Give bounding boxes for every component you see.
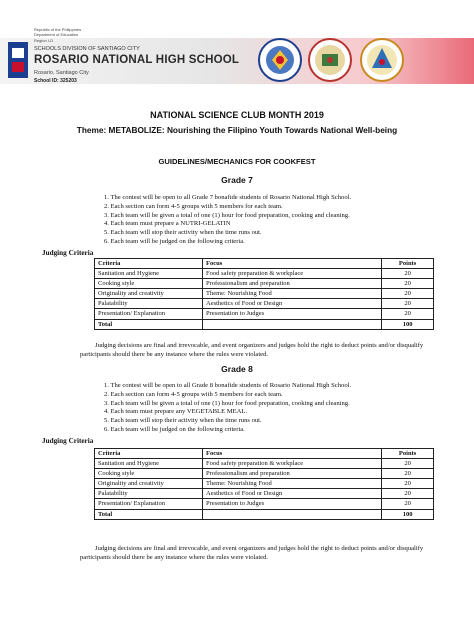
rule-item: 6. Each team will be judged on the following criteria. bbox=[104, 237, 245, 245]
total-value: 100 bbox=[382, 509, 434, 519]
table-row bbox=[95, 489, 434, 499]
points-cell: 20 bbox=[382, 489, 434, 499]
focus-cell: Professionalism and preparation bbox=[203, 279, 382, 289]
header-points: Points bbox=[382, 449, 434, 459]
points-cell: 20 bbox=[382, 269, 434, 279]
table-row bbox=[95, 459, 434, 469]
judging-criteria-label: Judging Criteria bbox=[42, 249, 94, 257]
rule-item: 1. The contest will be open to all Grade 7 bonafide students of Rosario National High School. bbox=[104, 194, 352, 201]
points-cell: 20 bbox=[382, 299, 434, 309]
total-empty-cell bbox=[203, 319, 382, 329]
region-line: Region I-D bbox=[34, 38, 54, 43]
header-focus: Focus bbox=[203, 259, 382, 269]
table-row bbox=[95, 469, 434, 479]
criteria-cell: Originality and creativity bbox=[95, 479, 203, 489]
school-name: ROSARIO NATIONAL HIGH SCHOOL bbox=[34, 54, 240, 66]
header-focus: Focus bbox=[203, 449, 382, 459]
grade-7-judging-note: Judging decisions are final and irrevocable, and event organizers and judges hold the right to deduct points and/or disqualify participants should there be any instance where the rules were violated. bbox=[80, 342, 424, 358]
document-title: NATIONAL SCIENCE CLUB MONTH 2019 bbox=[150, 110, 324, 120]
criteria-cell: Presentation/ Explanation bbox=[95, 499, 203, 509]
focus-cell: Presentation to Judges bbox=[203, 499, 382, 509]
guidelines-heading: GUIDELINES/MECHANICS FOR COOKFEST bbox=[158, 157, 316, 166]
points-cell: 20 bbox=[382, 309, 434, 319]
criteria-cell: Palatability bbox=[95, 489, 203, 499]
points-cell: 20 bbox=[382, 289, 434, 299]
rule-item: 5. Each team will stop their activity when the time runs out. bbox=[104, 417, 262, 425]
rule-item: 2. Each section can form 4-5 groups with 5 members for each team. bbox=[104, 390, 283, 398]
points-cell: 20 bbox=[382, 499, 434, 509]
header-points: Points bbox=[382, 259, 434, 269]
rule-item: 5. Each team will stop their activity when the time runs out. bbox=[104, 229, 262, 237]
school-address: Rosario, Santiago City bbox=[34, 70, 89, 76]
table-row bbox=[95, 279, 434, 289]
focus-cell: Presentation to Judges bbox=[203, 309, 382, 319]
letterhead bbox=[0, 0, 474, 108]
focus-cell: Theme: Nourishing Food bbox=[203, 289, 382, 299]
header-criteria: Criteria bbox=[95, 259, 203, 269]
total-empty-cell bbox=[203, 509, 382, 519]
republic-line: Republic of the Philippines bbox=[34, 27, 82, 32]
grade-7-rules bbox=[104, 194, 424, 247]
rule-item: 3. Each team will be given a total of one (1) hour for food preparation, cooking and cleaning. bbox=[104, 399, 350, 407]
focus-cell: Professionalism and preparation bbox=[203, 469, 382, 479]
focus-cell: Aesthetics of Food or Design bbox=[203, 299, 382, 309]
table-row bbox=[95, 289, 434, 299]
grade-8-criteria-table bbox=[94, 448, 434, 520]
school-id: School ID: 325203 bbox=[34, 78, 77, 84]
school-seal bbox=[360, 38, 404, 82]
theme-line: Theme: METABOLIZE: Nourishing the Filipino Youth Towards National Well-being bbox=[76, 125, 398, 135]
points-cell: 20 bbox=[382, 279, 434, 289]
grade-7-criteria-table bbox=[94, 258, 434, 330]
table-row bbox=[95, 309, 434, 319]
criteria-cell: Cooking style bbox=[95, 469, 203, 479]
division-name: SCHOOLS DIVISION OF SANTIAGO CITY bbox=[34, 46, 140, 52]
total-value: 100 bbox=[382, 319, 434, 329]
criteria-cell: Sanitation and Hygiene bbox=[95, 459, 203, 469]
deped-seal bbox=[258, 38, 302, 82]
points-cell: 20 bbox=[382, 479, 434, 489]
judging-criteria-label: Judging Criteria bbox=[42, 437, 94, 445]
rule-item: 1. The contest will be open to all Grade 8 bonafide students of Rosario National High School. bbox=[104, 382, 352, 389]
header-criteria: Criteria bbox=[95, 449, 203, 459]
criteria-cell: Cooking style bbox=[95, 279, 203, 289]
rule-item: 2. Each section can form 4-5 groups with 5 members for each team. bbox=[104, 202, 283, 210]
criteria-cell: Palatability bbox=[95, 299, 203, 309]
focus-cell: Food safety preparation & workplace bbox=[203, 269, 382, 279]
grade-8-heading: Grade 8 bbox=[221, 364, 253, 374]
criteria-cell: Sanitation and Hygiene bbox=[95, 269, 203, 279]
table-row bbox=[95, 299, 434, 309]
total-row bbox=[95, 509, 434, 519]
division-seal bbox=[308, 38, 352, 82]
rule-item: 3. Each team will be given a total of one (1) hour for food preparation, cooking and cleaning. bbox=[104, 211, 350, 219]
deped-line: Department of Education bbox=[34, 32, 79, 37]
points-cell: 20 bbox=[382, 469, 434, 479]
deped-logo bbox=[6, 38, 32, 84]
total-label: Total bbox=[95, 509, 203, 519]
rule-item: 4. Each team must prepare a NUTRI-GELATIN bbox=[104, 220, 231, 228]
focus-cell: Aesthetics of Food or Design bbox=[203, 489, 382, 499]
table-row bbox=[95, 499, 434, 509]
focus-cell: Food safety preparation & workplace bbox=[203, 459, 382, 469]
points-cell: 20 bbox=[382, 459, 434, 469]
grade-7-heading: Grade 7 bbox=[221, 175, 253, 185]
table-header-row bbox=[95, 449, 434, 459]
table-row bbox=[95, 269, 434, 279]
rule-item: 6. Each team will be judged on the following criteria. bbox=[104, 425, 245, 433]
table-row bbox=[95, 479, 434, 489]
table-header-row bbox=[95, 259, 434, 269]
focus-cell: Theme: Nourishing Food bbox=[203, 479, 382, 489]
rule-item: 4. Each team must prepare any VEGETABLE MEAL. bbox=[104, 408, 248, 416]
criteria-cell: Presentation/ Explanation bbox=[95, 309, 203, 319]
total-label: Total bbox=[95, 319, 203, 329]
total-row bbox=[95, 319, 434, 329]
grade-8-judging-note: Judging decisions are final and irrevocable, and event organizers and judges hold the right to deduct points and/or disqualify participants should there be any instance where the rules were violated. bbox=[80, 545, 424, 561]
grade-8-rules bbox=[104, 382, 424, 435]
criteria-cell: Originality and creativity bbox=[95, 289, 203, 299]
